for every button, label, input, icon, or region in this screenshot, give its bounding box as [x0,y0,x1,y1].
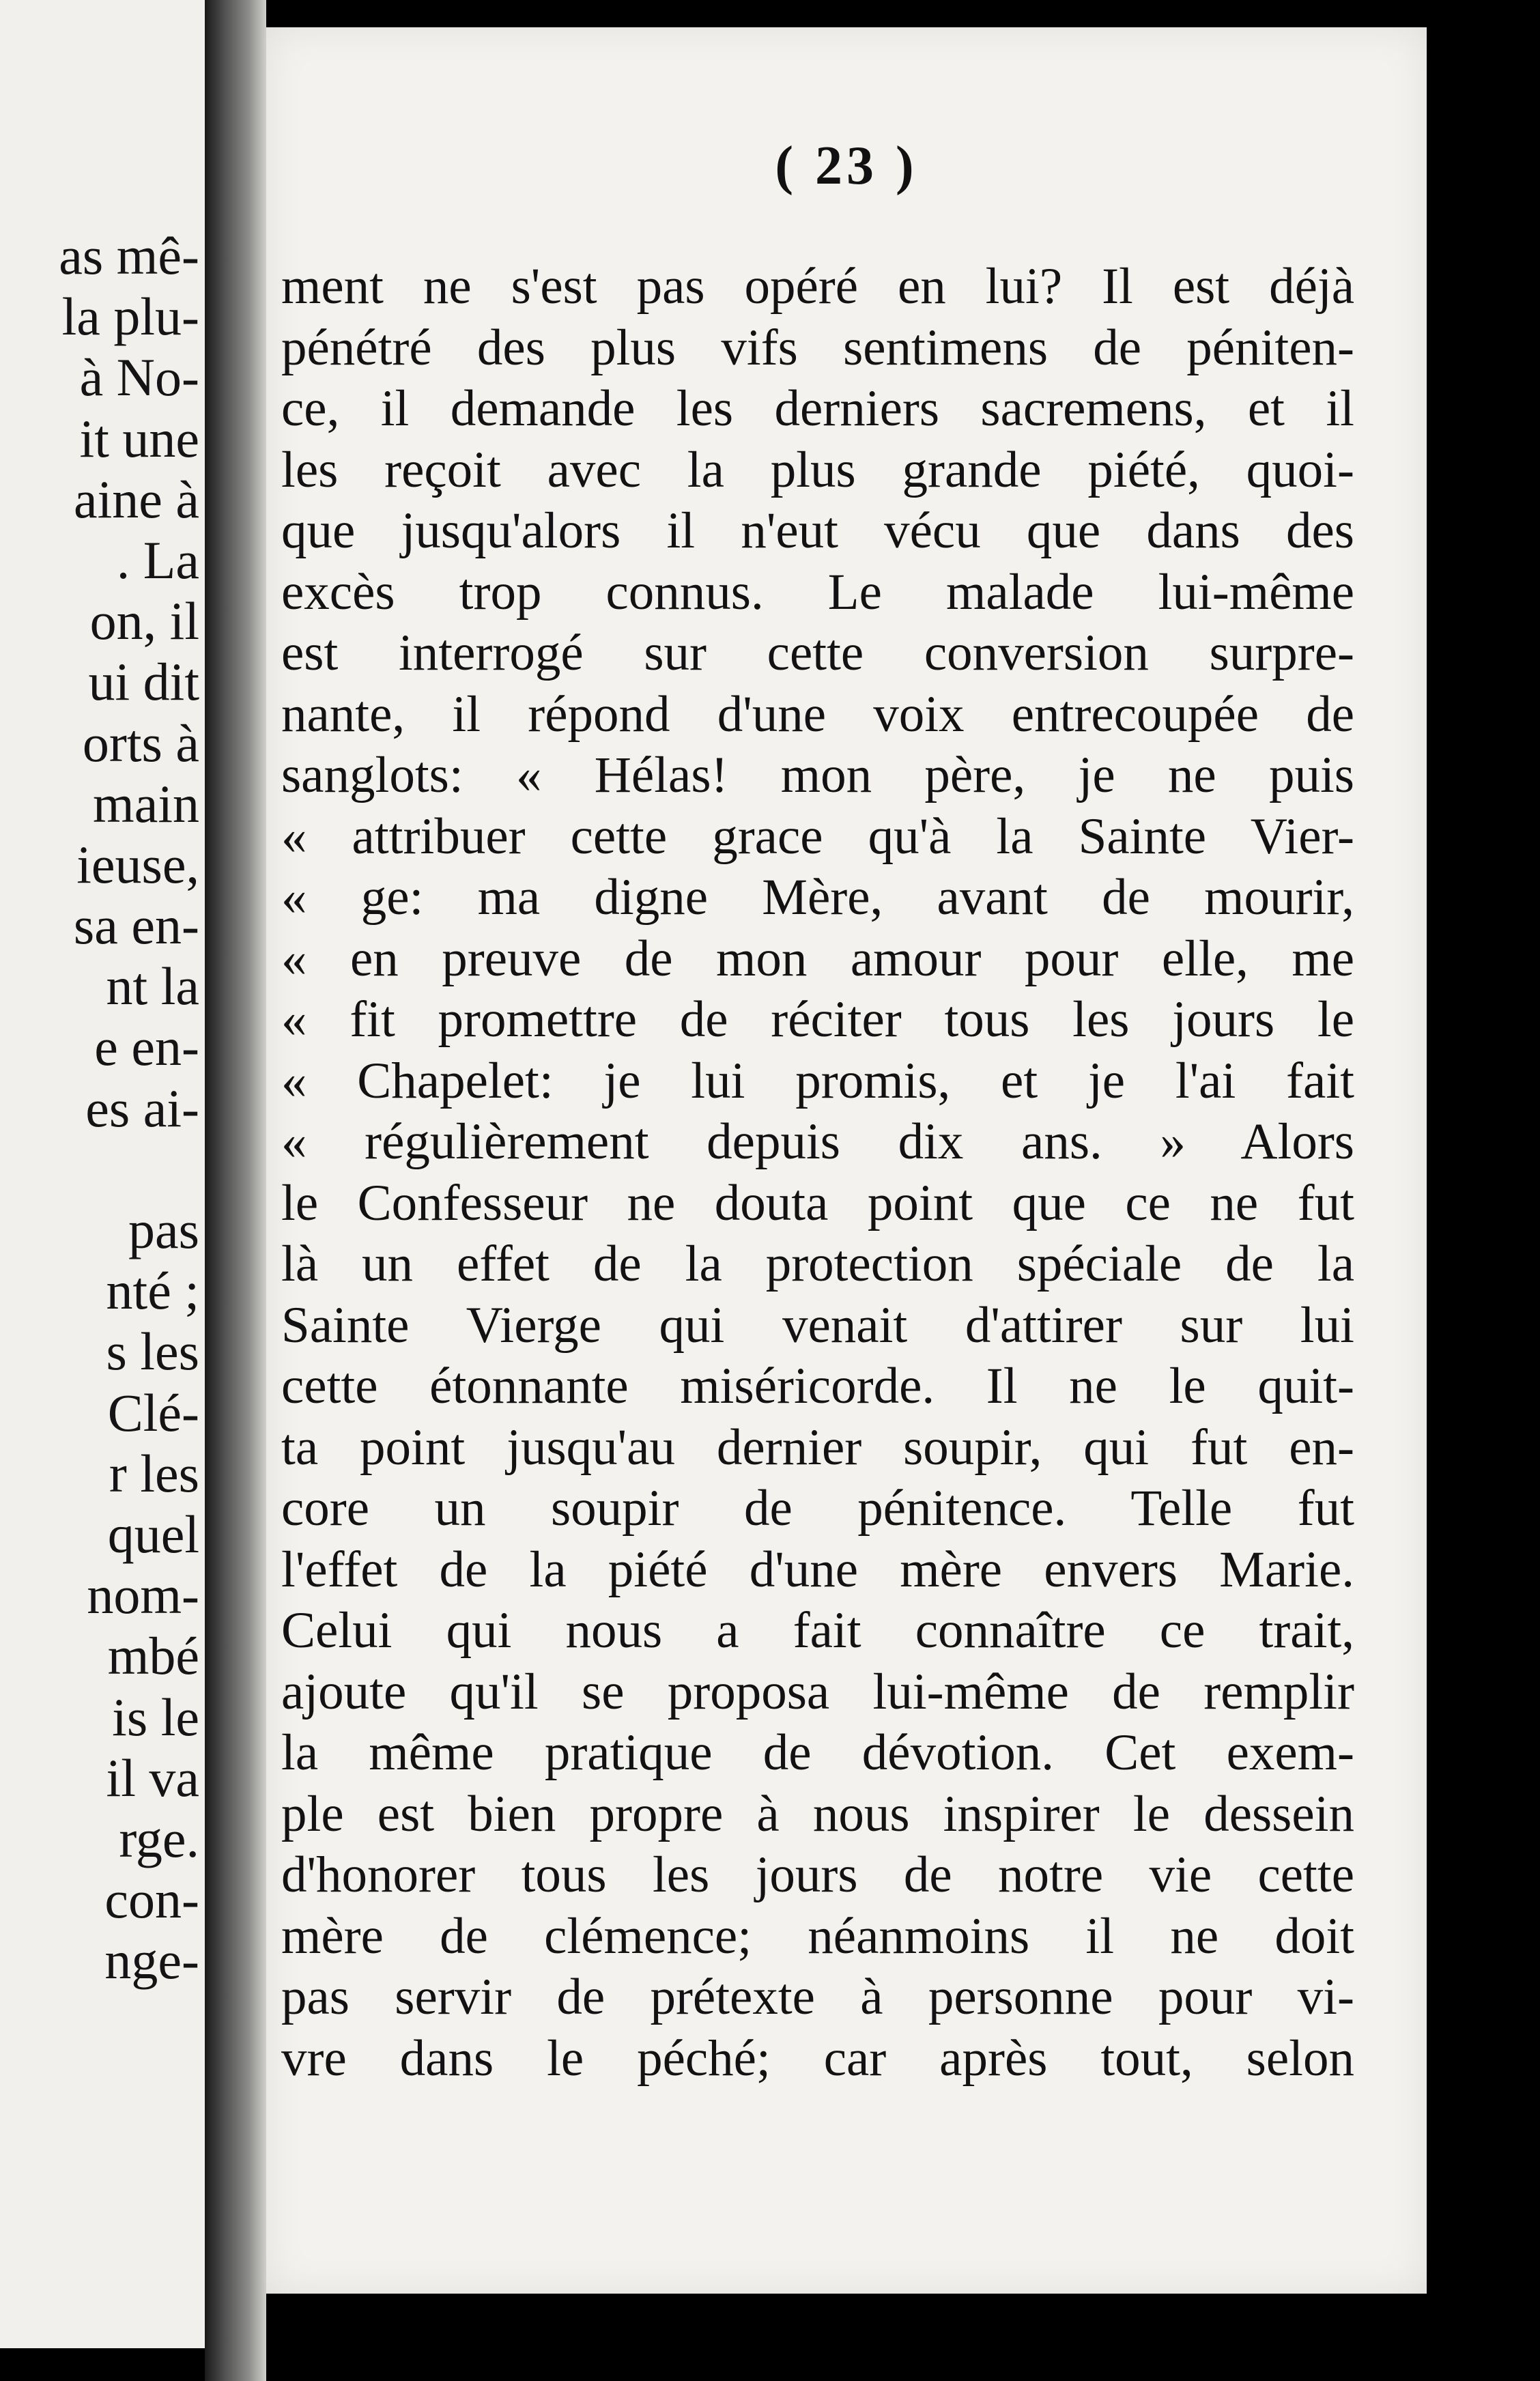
text-line: ta point jusqu'au dernier soupir, qui fut en- [281,1418,1354,1476]
text-line: nante, il répond d'une voix entrecoupée de [281,685,1354,743]
scan-border [1427,41,1540,2381]
text-line: la même pratique de dévotion. Cet exem- [281,1724,1354,1781]
previous-page-line: r les [109,1443,199,1503]
current-page [266,27,1427,2294]
previous-page-line: orts à [82,713,199,773]
text-line: Celui qui nous a fait connaître ce trait, [281,1602,1354,1659]
previous-page-line: on, il [89,591,199,651]
previous-page-text [59,225,199,1991]
previous-page-line: aine à [73,469,199,529]
previous-page-line: is le [112,1687,199,1747]
text-line: vre dans le péché; car après tout, selon [281,2029,1354,2087]
text-line: que jusqu'alors il n'eut vécu que dans des [281,502,1354,559]
page-body-text [281,256,1354,2089]
text-line: mère de clémence; néanmoins il ne doit [281,1907,1354,1965]
previous-page-line: pas [128,1200,199,1259]
text-line: ajoute qu'il se proposa lui-même de remplir [281,1663,1354,1720]
previous-page-line: con- [104,1870,199,1930]
text-line: l'effet de la piété d'une mère envers Marie. [281,1541,1354,1598]
previous-page-line: es ai- [85,1078,199,1138]
previous-page-line: à No- [79,347,199,408]
previous-page-line: il va [106,1748,199,1808]
text-line: cette étonnante miséricorde. Il ne le quit- [281,1358,1354,1414]
text-line: « ge: ma digne Mère, avant de mourir, [281,869,1354,926]
text-line: « Chapelet: je lui promis, et je l'ai fait [281,1052,1354,1109]
previous-page-line: e en- [94,1017,199,1077]
previous-page-line: Clé- [107,1382,199,1442]
text-line: le Confesseur ne douta point que ce ne fut [281,1174,1354,1231]
text-line: « attribuer cette grace qu'à la Sainte Vier- [281,808,1354,865]
text-line: ment ne s'est pas opéré en lui? Il est déjà [281,258,1354,315]
previous-page-line [59,1139,199,1199]
text-line: d'honorer tous les jours de notre vie cette [281,1847,1354,1903]
previous-page-line: nom- [87,1565,199,1625]
previous-page-line: s les [106,1322,199,1382]
previous-page [0,0,205,2348]
previous-page-line: main [93,773,199,833]
text-line: Sainte Vierge qui venait d'attirer sur lui [281,1296,1354,1354]
previous-page-line: it une [79,408,199,468]
previous-page-line: nt la [106,956,199,1016]
previous-page-line: rge. [119,1808,199,1868]
previous-page-line: ieuse, [76,834,199,894]
text-line: pas servir de prétexte à personne pour vi- [281,1969,1354,2025]
previous-page-line: nté ; [106,1261,199,1321]
previous-page-line: ui dit [88,652,199,712]
previous-page-line: mbé [107,1626,199,1686]
previous-page-line: sa en- [73,896,199,956]
previous-page-line: as mê- [59,226,199,285]
previous-page-line: nge- [104,1930,199,1991]
text-line: ce, il demande les derniers sacremens, et il [281,380,1354,437]
text-line: les reçoit avec la plus grande piété, quoi- [281,441,1354,498]
text-line: core un soupir de pénitence. Telle fut [281,1480,1354,1537]
text-line: pénétré des plus vifs sentimens de péniten- [281,319,1354,376]
previous-page-line: . La [116,530,199,590]
text-line: « en preuve de mon amour pour elle, me [281,930,1354,987]
text-line: excès trop connus. Le malade lui-même [281,563,1354,621]
previous-page-line: quel [107,1504,199,1564]
text-line: « fit promettre de réciter tous les jours le [281,991,1354,1048]
text-line: ple est bien propre à nous inspirer le dessein [281,1785,1354,1842]
previous-page-line: la plu- [61,287,199,347]
text-line: sanglots: « Hélas! mon père, je ne puis [281,747,1354,803]
text-line: là un effet de la protection spéciale de la [281,1236,1354,1292]
text-line: est interrogé sur cette conversion surpre- [281,625,1354,681]
page-number: ( 23 ) [775,136,918,196]
text-line: « régulièrement depuis dix ans. » Alors [281,1113,1354,1170]
book-gutter [205,0,266,2381]
